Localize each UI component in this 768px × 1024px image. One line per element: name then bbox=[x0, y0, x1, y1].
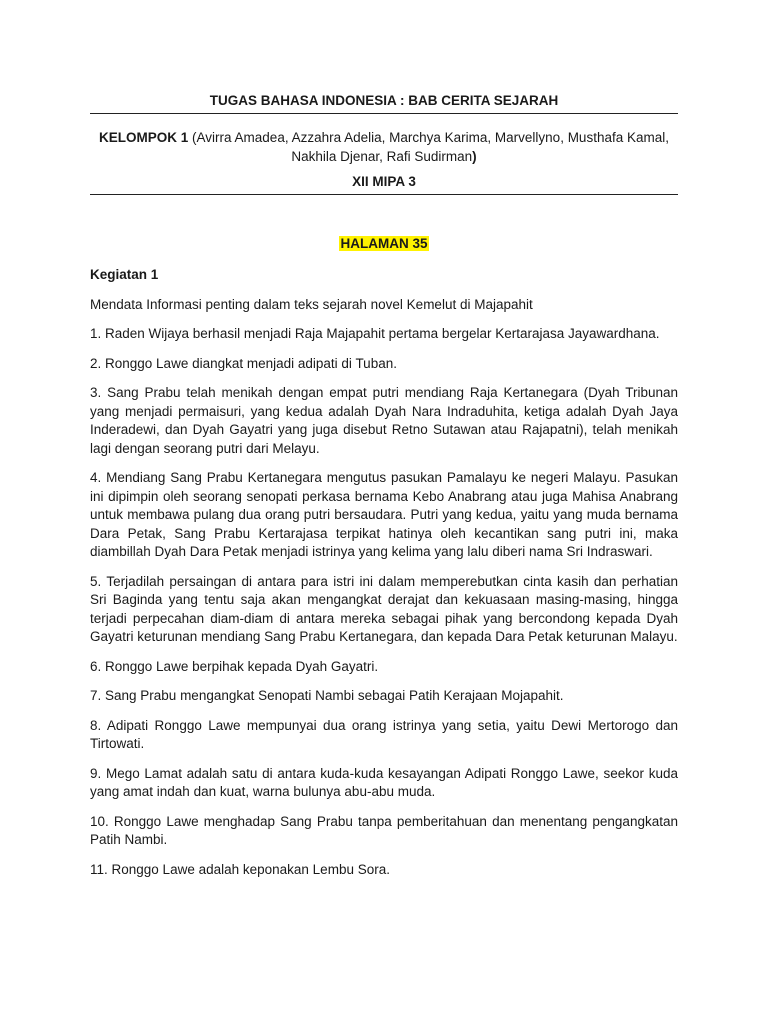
group-label: KELOMPOK 1 bbox=[99, 130, 189, 145]
page-heading-highlight: HALAMAN 35 bbox=[340, 236, 428, 251]
list-item: 4. Mendiang Sang Prabu Kertanegara mengutus pasukan Pamalayu ke negeri Malayu. Pasukan ini dipimpin oleh seorang senopati perkasa bernama Kebo Anabrang atau juga Mahisa Anabrang untuk membawa pulang dua orang putri bersaudara. Putri yang kedua, yaitu yang muda bernama Dara Petak, Sang Prabu Kertarajasa terpikat hatinya oleh kecantikan sang putri ini, maka diambillah Dyah Dara Petak menjadi istrinya yang kelima yang lalu diberi nama Sri Indraswari. bbox=[90, 470, 678, 559]
document-title: TUGAS BAHASA INDONESIA : BAB CERITA SEJARAH bbox=[90, 92, 678, 114]
class-name: XII MIPA 3 bbox=[90, 173, 678, 195]
list-item: 8. Adipati Ronggo Lawe mempunyai dua orang istrinya yang setia, yaitu Dewi Mertorogo dan Tirtowati. bbox=[90, 717, 678, 751]
list-item: 9. Mego Lamat adalah satu di antara kuda-kuda kesayangan Adipati Ronggo Lawe, seekor kuda yang amat indah dan kuat, warna bulunya abu-abu muda. bbox=[90, 765, 678, 799]
list-item: 1. Raden Wijaya berhasil menjadi Raja Majapahit pertama bergelar Kertarajasa Jayawardhana. bbox=[90, 326, 660, 341]
info-list bbox=[90, 325, 678, 879]
list-item: 3. Sang Prabu telah menikah dengan empat putri mendiang Raja Kertanegara (Dyah Tribunan yang menjadi permaisuri, yang kedua adalah Dyah Nara Indraduhita, ketiga adalah Dyah Jaya Inderadewi, dan Dyah Gayatri yang juga disebut Retno Sutawan atau Rajapatni), telah menikah lagi dengan seorang putri dari Melayu. bbox=[90, 385, 678, 456]
list-item: 10. Ronggo Lawe menghadap Sang Prabu tanpa pemberitahuan dan menentang pengangkatan Patih Nambi. bbox=[90, 813, 678, 847]
intro-text: Mendata Informasi penting dalam teks sejarah novel Kemelut di Majapahit bbox=[90, 297, 533, 312]
list-item: 5. Terjadilah persaingan di antara para istri ini dalam memperebutkan cinta kasih dan perhatian Sri Baginda yang tentu saja akan mengangkat derajat dan kekuasaan masing-masing, hingga terjadi perpecahan diam-diam di antara mereka sebagai pihak yang bercondong kepada Dyah Gayatri keturunan mendiang Sang Prabu Kertanegara, dan kepada Dara Petak keturunan Malayu. bbox=[90, 573, 678, 644]
list-item: 2. Ronggo Lawe diangkat menjadi adipati di Tuban. bbox=[90, 355, 397, 371]
group-members-close: ) bbox=[472, 149, 477, 164]
list-item: 7. Sang Prabu mengangkat Senopati Nambi sebagai Patih Kerajaan Mojapahit. bbox=[90, 688, 564, 703]
list-item: 11. Ronggo Lawe adalah keponakan Lembu Sora. bbox=[90, 861, 390, 877]
group-line bbox=[90, 128, 678, 166]
page-heading bbox=[90, 235, 678, 253]
group-members: (Avirra Amadea, Azzahra Adelia, Marchya Karima, Marvellyno, Musthafa Kamal, Nakhila Djenar, Rafi Sudirman bbox=[192, 130, 669, 164]
activity-title: Kegiatan 1 bbox=[90, 267, 159, 282]
list-item: 6. Ronggo Lawe berpihak kepada Dyah Gayatri. bbox=[90, 658, 379, 674]
